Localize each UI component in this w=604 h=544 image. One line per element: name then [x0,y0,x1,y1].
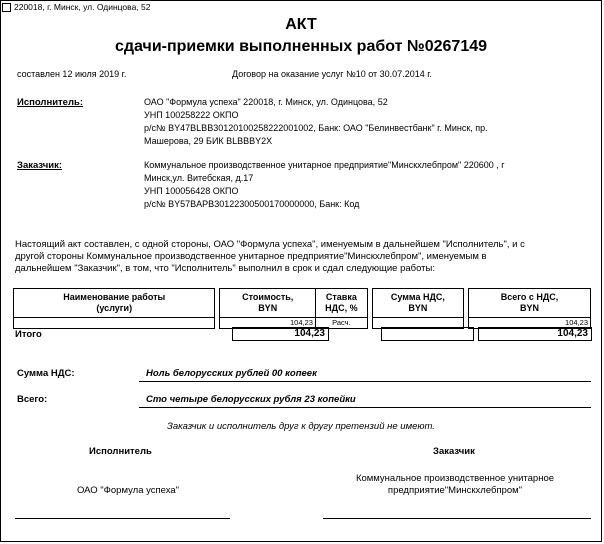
intro-line: другой стороны Коммунальное производственное унитарное предприятие"Минскхлебпром", именуемым в [15,251,487,262]
column-header-vat-sum: Сумма НДС, BYN [372,289,463,318]
executor-line: р/с№ BY47BLBB30120100258222001002, Банк: ОАО "Белинвестбанк" г. Минск, пр. [144,123,488,133]
works-table [13,288,591,329]
executor-signature-heading: Исполнитель [89,446,152,457]
cell-vat-rate: Расч. [315,318,367,329]
header-address: 220018, г. Минск, ул. Одинцова, 52 [14,2,151,12]
customer-signature-line [323,518,591,519]
executor-line: Машерова, 29 БИК BLBBBY2X [144,136,273,146]
customer-signature-name-line: предприятие"Минскхлебпром" [387,485,523,496]
vat-summary-underline [139,381,591,382]
executor-signature-name: ОАО "Формула успеха" [76,485,180,496]
customer-line: р/с№ BY57BAPB30122300500170000000, Банк: Код [144,199,360,209]
customer-signature-heading: Заказчик [433,446,475,457]
intro-line: дальнейшем "Заказчик", в том, что "Исполнитель" выполнил в срок и сдал следующие работы: [15,263,436,274]
vat-summary-label: Сумма НДС: [17,368,75,379]
total-summary-words: Сто четыре белорусских рубля 23 копейки [146,394,356,405]
total-summary-underline [139,407,591,408]
total-summary-label: Всего: [17,394,48,405]
executor-line: УНП 100258222 ОКПО [144,110,239,120]
document-subtitle: сдачи-приемки выполненных работ №0267149 [114,38,488,55]
document-date: составлен 12 июля 2019 г. [17,69,127,79]
executor-label: Исполнитель: [17,97,84,108]
executor-line: ОАО "Формула успеха" 220018, г. Минск, ул. Одинцова, 52 [144,97,388,107]
column-header-cost: Стоимость, BYN [220,289,316,318]
column-header-total: Всего с НДС, BYN [469,289,591,318]
table-header-row [14,289,591,318]
contract-reference: Договор на оказание услуг №10 от 30.07.2014 г. [232,69,432,79]
customer-line: УНП 100056428 ОКПО [144,186,239,196]
vat-summary-words: Ноль белорусских рублей 00 копеек [146,368,317,379]
totals-vat-sum [381,327,474,341]
document-title: АКТ [285,16,317,33]
customer-signature-name-line: Коммунальное производственное унитарное [355,473,555,484]
column-header-name: Наименование работы (услуги) [14,289,215,318]
customer-label: Заказчик: [17,160,63,171]
intro-paragraph [15,239,587,275]
checkbox-icon [2,3,11,12]
customer-line: Коммунальное производственное унитарное предприятие"Минскхлебпром" 220600 , г [144,160,505,170]
totals-cost: 104,23 [232,327,329,341]
cell-total: 104,23 [469,318,591,329]
intro-line: Настоящий акт составлен, с одной стороны, ОАО "Формула успеха", именуемым в дальнейшем "Исполнитель", и с [15,239,525,250]
cell-name [14,318,215,329]
no-claims-statement: Заказчик и исполнитель друг к другу претензий не имеют. [167,421,435,432]
totals-total: 104,23 [478,327,592,341]
column-header-vat-rate: Ставка НДС, % [315,289,367,318]
customer-line: Минск,ул. Витебская, д.17 [144,173,254,183]
executor-signature-line [15,518,230,519]
totals-label: Итого [15,329,42,340]
cell-cost: 104,23 [220,318,316,329]
